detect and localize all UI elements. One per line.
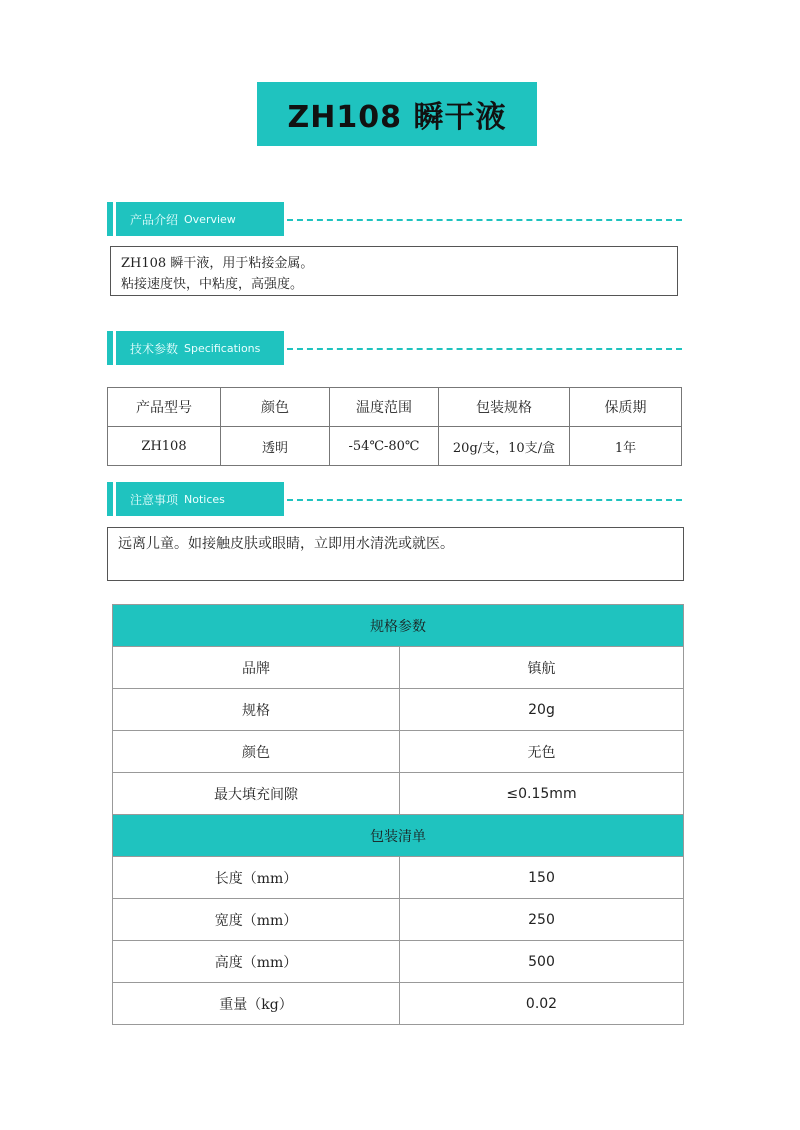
- notices-tag: [116, 482, 284, 516]
- page-title: ZH108 瞬干液: [257, 82, 537, 146]
- table-row: [113, 983, 684, 1025]
- param-value: ≤0.15mm: [400, 773, 684, 815]
- params-header: 规格参数: [113, 605, 684, 647]
- packing-label: 重量（kg）: [113, 983, 400, 1025]
- overview-heading-en: Overview: [184, 212, 236, 226]
- overview-section-header: [107, 202, 682, 236]
- section-accent-bar: [107, 482, 113, 516]
- parameters-table: [112, 604, 684, 1025]
- packing-value: 250: [400, 899, 684, 941]
- specifications-heading-cn: 技术参数: [130, 341, 179, 356]
- specifications-heading-en: Specifications: [184, 341, 261, 355]
- notices-text: 远离儿童。如接触皮肤或眼睛，立即用水清洗或就医。: [118, 536, 454, 552]
- param-label: 规格: [113, 689, 400, 731]
- notices-section-header: [107, 482, 682, 516]
- packing-value: 150: [400, 857, 684, 899]
- table-row: [113, 941, 684, 983]
- specifications-tag: [116, 331, 284, 365]
- header-cell: 包装规格: [439, 388, 570, 427]
- param-value: 镇航: [400, 647, 684, 689]
- packing-label: 宽度（mm）: [113, 899, 400, 941]
- overview-heading-cn: 产品介绍: [130, 212, 179, 227]
- packing-value: 0.02: [400, 983, 684, 1025]
- header-cell: 温度范围: [330, 388, 439, 427]
- table-cell: 透明: [221, 427, 330, 466]
- packing-value: 500: [400, 941, 684, 983]
- packing-header: 包装清单: [113, 815, 684, 857]
- table-row: [113, 731, 684, 773]
- specifications-table: [107, 387, 682, 466]
- table-cell: 1年: [570, 427, 682, 466]
- param-value: 无色: [400, 731, 684, 773]
- params-header-row: [113, 605, 684, 647]
- table-row: [113, 857, 684, 899]
- notices-heading-en: Notices: [184, 492, 225, 506]
- table-row: [108, 427, 682, 466]
- table-cell: ZH108: [108, 427, 221, 466]
- packing-label: 高度（mm）: [113, 941, 400, 983]
- table-row: [113, 689, 684, 731]
- table-row: [113, 899, 684, 941]
- packing-label: 长度（mm）: [113, 857, 400, 899]
- section-dash-line: [287, 219, 682, 221]
- section-dash-line: [287, 499, 682, 501]
- notices-heading-cn: 注意事项: [130, 492, 179, 507]
- section-accent-bar: [107, 331, 113, 365]
- overview-line-1: ZH108 瞬干液，用于粘接金属。: [121, 256, 314, 271]
- section-dash-line: [287, 348, 682, 350]
- overview-box: [110, 246, 678, 296]
- header-cell: 保质期: [570, 388, 682, 427]
- param-label: 品牌: [113, 647, 400, 689]
- table-header-row: [108, 388, 682, 427]
- param-label: 最大填充间隙: [113, 773, 400, 815]
- param-label: 颜色: [113, 731, 400, 773]
- param-value: 20g: [400, 689, 684, 731]
- packing-header-row: [113, 815, 684, 857]
- overview-tag: [116, 202, 284, 236]
- section-accent-bar: [107, 202, 113, 236]
- notices-box: [107, 527, 684, 581]
- table-cell: -54℃-80℃: [330, 427, 439, 466]
- specifications-section-header: [107, 331, 682, 365]
- table-cell: 20g/支，10支/盒: [439, 427, 570, 466]
- header-cell: 颜色: [221, 388, 330, 427]
- header-cell: 产品型号: [108, 388, 221, 427]
- overview-line-2: 粘接速度快，中粘度，高强度。: [121, 277, 304, 292]
- table-row: [113, 647, 684, 689]
- table-row: [113, 773, 684, 815]
